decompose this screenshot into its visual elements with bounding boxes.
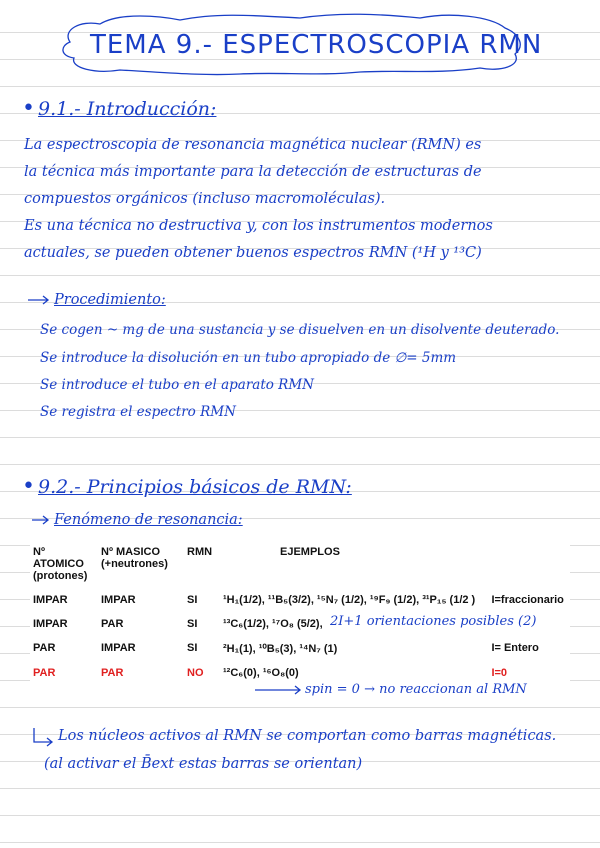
intro-line-5: actuales, se pueden obtener buenos espectros RMN (¹H y ¹³C) xyxy=(24,245,482,261)
cell-rmn: SI xyxy=(187,594,198,606)
orientations-annotation: 2I+1 orientaciones posibles (2) xyxy=(330,614,537,629)
conclusion-line-1: Los núcleos activos al RMN se comportan como barras magnéticas. xyxy=(58,728,557,744)
procedure-step-2: Se introduce la disolución en un tubo apropiado de ∅= 5mm xyxy=(40,350,457,366)
cell-masico: IMPAR xyxy=(101,594,136,606)
intro-line-3: compuestos orgánicos (incluso macromoléculas). xyxy=(24,191,386,207)
header-rmn: RMN xyxy=(187,546,213,558)
cell-ejemplos: ¹²C₆(0), ¹⁶O₈(0) xyxy=(223,667,299,679)
intro-line-2: la técnica más importante para la detección de estructuras de xyxy=(24,164,482,180)
bullet-icon: • xyxy=(22,96,35,121)
cell-rmn: SI xyxy=(187,642,198,654)
cell-atomico: PAR xyxy=(33,667,56,679)
intro-line-4: Es una técnica no destructiva y, con los instrumentos modernos xyxy=(24,218,493,234)
cell-note: I=fraccionario xyxy=(491,594,564,606)
cell-ejemplos: ¹³C₆(1/2), ¹⁷O₈ (5/2), xyxy=(223,618,323,630)
table-header-row xyxy=(30,540,570,588)
intro-line-1: La espectroscopia de resonancia magnética nuclear (RMN) es xyxy=(24,137,482,153)
conclusion-line-2: (al activar el B̄ext estas barras se orientan) xyxy=(44,756,363,772)
header-masico: Nº MASICO (+neutrones) xyxy=(101,546,168,570)
procedure-step-1: Se cogen ~ mg de una sustancia y se disuelven en un disolvente deuterado. xyxy=(40,322,560,338)
cell-rmn: NO xyxy=(187,667,204,679)
bullet-icon: • xyxy=(22,474,35,499)
arrow-icon xyxy=(255,686,300,694)
cell-rmn: SI xyxy=(187,618,198,630)
section-heading-intro: 9.1.- Introducción: xyxy=(38,98,217,120)
resonance-subheading: Fenómeno de resonancia: xyxy=(54,512,243,528)
arrow-icon xyxy=(32,516,48,524)
section-heading-principles: 9.2.- Principios básicos de RMN: xyxy=(38,476,352,498)
procedure-step-4: Se registra el espectro RMN xyxy=(40,404,236,420)
page-title: TEMA 9.- ESPECTROSCOPIA RMN xyxy=(90,30,543,60)
cell-note: I=0 xyxy=(491,667,508,679)
cell-atomico: PAR xyxy=(33,642,56,654)
cell-note: I= Entero xyxy=(491,642,539,654)
procedure-step-3: Se introduce el tubo en el aparato RMN xyxy=(40,377,314,393)
cell-ejemplos: ¹H₁(1/2), ¹¹B₅(3/2), ¹⁵N₇ (1/2), ¹⁹F₉ (1/2), ³¹P₁₅ (1/2 ) xyxy=(223,594,476,606)
arrow-icon xyxy=(28,296,48,304)
table-row xyxy=(30,636,570,661)
hook-arrow-icon xyxy=(34,728,52,746)
cell-masico: PAR xyxy=(101,618,124,630)
nuclei-table xyxy=(30,540,570,685)
cell-ejemplos: ²H₁(1), ¹⁰B₅(3), ¹⁴N₇ (1) xyxy=(223,643,338,655)
cell-masico: IMPAR xyxy=(101,642,136,654)
header-atomico: Nº ATOMICO (protones) xyxy=(33,546,88,582)
header-ejemplos: EJEMPLOS xyxy=(280,546,340,558)
cell-masico: PAR xyxy=(101,667,124,679)
spin-zero-annotation: spin = 0 → no reaccionan al RMN xyxy=(305,682,527,697)
procedure-label: Procedimiento: xyxy=(54,292,166,308)
table-row xyxy=(30,588,570,612)
cell-atomico: IMPAR xyxy=(33,618,68,630)
cell-atomico: IMPAR xyxy=(33,594,68,606)
